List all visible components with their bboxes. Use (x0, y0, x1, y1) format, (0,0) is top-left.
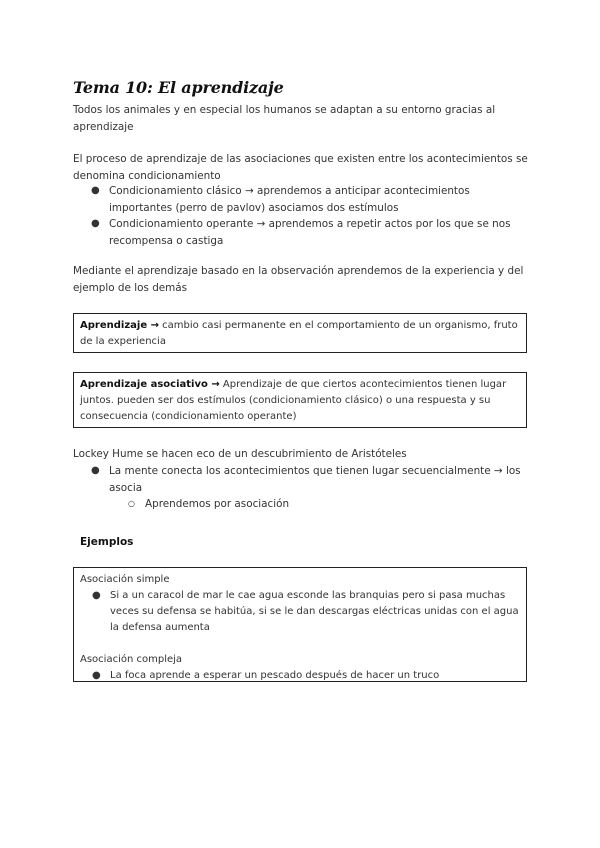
examples-heading: Ejemplos (80, 536, 134, 548)
observation-paragraph: Mediante el aprendizaje basado en la observación aprendemos de la experiencia y del ejemplo de los demás (73, 265, 524, 294)
definition-text: Aprendizaje de que ciertos acontecimientos tienen lugar juntos. pueden ser dos estímulos (condicionamiento clásico) o una respuesta y su consecuencia (condicionamiento operante) (80, 379, 507, 422)
definition-term: Aprendizaje → (80, 320, 159, 331)
hume-paragraph: Lockey Hume se hacen eco de un descubrimiento de Aristóteles (73, 448, 407, 460)
examples-box (73, 567, 527, 682)
list-item: ● La foca aprende a esperar un pescado después de hacer un truco (80, 668, 520, 684)
list-item: ● La mente conecta los acontecimientos que tienen lugar secuencialmente → los asocia (91, 465, 521, 494)
bullet-icon: ● (92, 590, 101, 601)
simple-association-list (80, 588, 520, 636)
list-item: ● Condicionamiento operante → aprendemos a repetir actos por los que se nos recompensa o castiga (91, 218, 511, 247)
conditioning-list (73, 183, 533, 249)
definition-term: Aprendizaje asociativo → (80, 379, 220, 390)
bullet-icon: ● (91, 465, 100, 476)
definition-box-learning (73, 313, 527, 353)
association-paragraph: El proceso de aprendizaje de las asociaciones que existen entre los acontecimientos se denomina condicionamiento (73, 153, 528, 182)
spacer (80, 636, 520, 652)
bullet-icon: ● (92, 670, 101, 681)
intro-paragraph: Todos los animales y en especial los humanos se adaptan a su entorno gracias al aprendizaje (73, 104, 496, 133)
simple-association-label: Asociación simple (80, 574, 170, 585)
definition-box-associative (73, 372, 527, 428)
hume-list (73, 463, 533, 513)
list-item: ● Condicionamiento clásico → aprendemos a anticipar acontecimientos importantes (perro de pavlov) asociamos dos estímulos (91, 185, 470, 214)
page-title: Tema 10: El aprendizaje (73, 78, 284, 97)
complex-association-label: Asociación compleja (80, 654, 183, 665)
list-item: ● Si a un caracol de mar le cae agua esconde las branquias pero si pasa muchas veces su defensa se habitúa, si se le dan descargas eléctricas unidas con el agua la defensa aumenta (92, 590, 519, 633)
definition-text: cambio casi permanente en el comportamiento de un organismo, fruto de la experiencia (80, 320, 518, 347)
circle-bullet-icon: ○ (128, 499, 135, 508)
complex-association-list (80, 668, 520, 684)
bullet-icon: ● (91, 185, 100, 196)
bullet-icon: ● (91, 218, 100, 229)
list-item: ○ Aprendemos por asociación (73, 496, 533, 513)
